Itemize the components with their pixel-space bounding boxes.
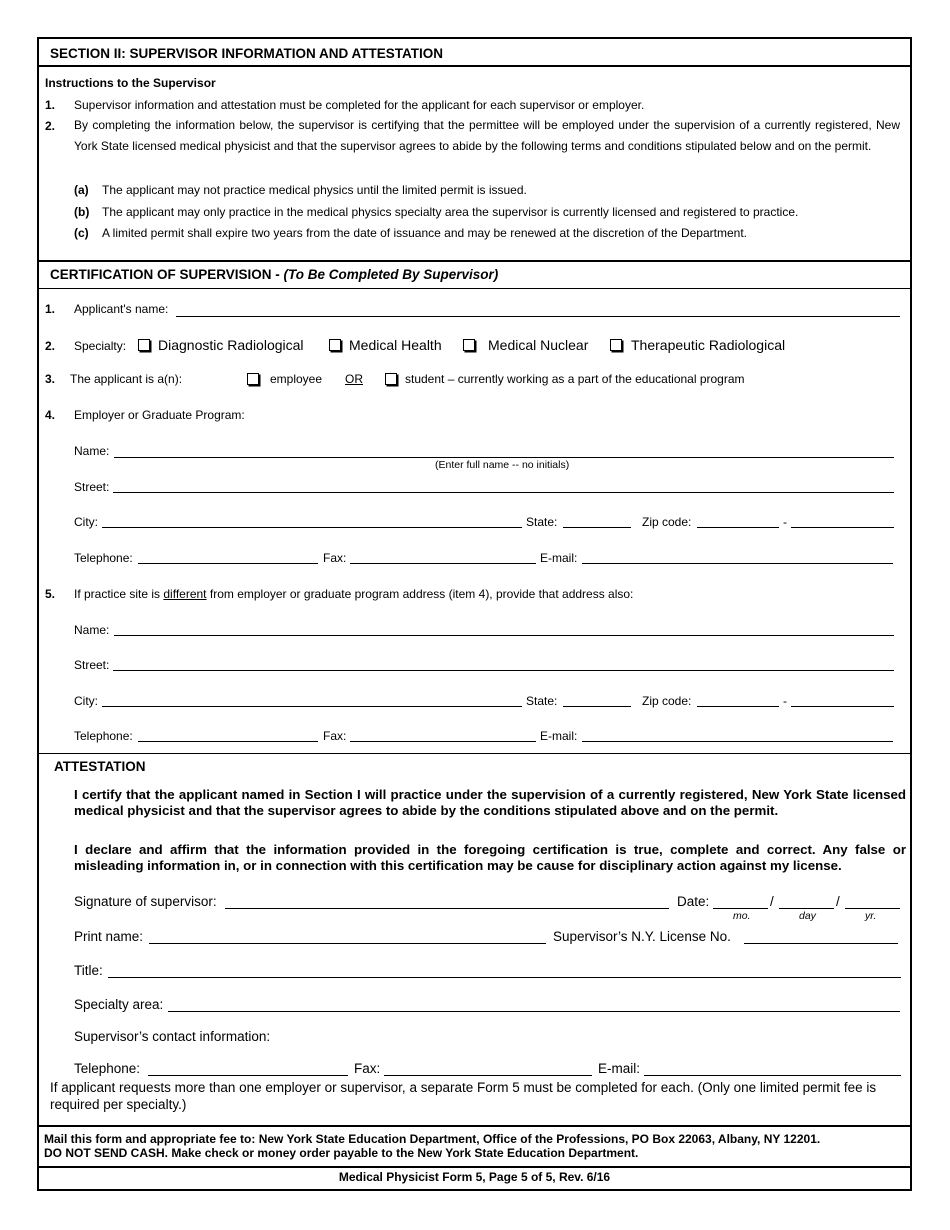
specialty-area-field[interactable] (168, 1011, 900, 1012)
title-field[interactable] (108, 977, 901, 978)
site-fax-field[interactable] (350, 741, 536, 742)
applicant-name-label: Applicant's name: (74, 302, 169, 316)
certification-title (50, 267, 498, 282)
divider (39, 1166, 910, 1168)
signature-label: Signature of supervisor: (74, 894, 217, 909)
specialty-option: Medical Health (349, 337, 442, 353)
state-label: State: (526, 694, 558, 708)
form-page (37, 37, 912, 1191)
mail-instructions: Mail this form and appropriate fee to: New York State Education Department, Office of the Professions, PO Box 22063, Albany, NY 12201. (44, 1132, 821, 1146)
instruction-text: If practice site is (74, 587, 164, 601)
employee-option: employee (270, 372, 323, 386)
year-hint: yr. (865, 910, 877, 922)
attestation-paragraph: I certify that the applicant named in Section I will practice under the supervision of a currently registered, New York State licensed medical physicist and that the supervisor agrees to abide by the conditions stipulated above and on the permit. (74, 787, 906, 818)
subitem-letter: (b) (74, 205, 90, 219)
attestation-title: ATTESTATION (54, 759, 146, 774)
instructions-heading: Instructions to the Supervisor (45, 76, 216, 90)
subitem-letter: (c) (74, 226, 89, 240)
city-label: City: (74, 694, 98, 708)
date-slash: / (836, 894, 840, 909)
license-label: Supervisor’s N.Y. License No. (553, 929, 731, 944)
month-hint: mo. (733, 910, 751, 922)
subitem-text: The applicant may only practice in the medical physics specialty area the supervisor is currently licensed and registered to practice. (102, 205, 799, 219)
instruction-item: Supervisor information and attestation must be completed for the applicant for each supervisor or employer. (74, 98, 645, 112)
street-label: Street: (74, 658, 110, 672)
specialty-checkbox-therapeutic[interactable] (610, 339, 622, 351)
city-label: City: (74, 515, 98, 529)
specialty-checkbox-nuclear[interactable] (463, 339, 475, 351)
item-number: 4. (45, 408, 56, 422)
specialty-checkbox-health[interactable] (329, 339, 341, 351)
instruction-underlined: different (163, 587, 207, 601)
contact-label: Supervisor’s contact information: (74, 1029, 271, 1044)
day-hint: day (799, 910, 816, 922)
license-field[interactable] (744, 943, 898, 944)
supervisor-email-field[interactable] (644, 1075, 901, 1076)
applicant-name-field[interactable] (176, 316, 900, 317)
site-state-field[interactable] (563, 706, 631, 707)
site-zip-ext-field[interactable] (791, 706, 894, 707)
employer-city-field[interactable] (102, 527, 522, 528)
date-day-field[interactable] (779, 908, 834, 909)
employer-label: Employer or Graduate Program: (74, 408, 245, 422)
zip-dash: - (783, 694, 787, 708)
specialty-checkbox-diagnostic[interactable] (138, 339, 150, 351)
item-number: 5. (45, 587, 56, 601)
divider (39, 260, 910, 262)
supervisor-telephone-field[interactable] (148, 1075, 348, 1076)
specialty-option: Medical Nuclear (488, 337, 589, 353)
name-label: Name: (74, 444, 110, 458)
specialty-option: Therapeutic Radiological (631, 337, 786, 353)
certification-title-italic: (To Be Completed By Supervisor) (283, 267, 499, 282)
employer-name-field[interactable] (114, 457, 894, 458)
print-name-field[interactable] (149, 943, 546, 944)
form-identifier: Medical Physicist Form 5, Page 5 of 5, Rev. 6/16 (338, 1170, 611, 1184)
site-city-field[interactable] (102, 706, 522, 707)
student-checkbox[interactable] (385, 373, 397, 385)
site-street-field[interactable] (113, 670, 894, 671)
payment-instructions: DO NOT SEND CASH. Make check or money order payable to the New York State Education Department. (44, 1146, 639, 1160)
telephone-label: Telephone: (74, 1061, 141, 1076)
form-note: If applicant requests more than one employer or supervisor, a separate Form 5 must be completed for each. (Only one limited permit fee is required per specialty.) (50, 1080, 877, 1112)
divider (39, 65, 910, 67)
date-year-field[interactable] (845, 908, 900, 909)
subitem-text: The applicant may not practice medical physics until the limited permit is issued. (102, 183, 527, 197)
zip-label: Zip code: (642, 694, 692, 708)
divider (39, 753, 910, 754)
specialty-option: Diagnostic Radiological (158, 337, 304, 353)
item-number: 2. (45, 339, 56, 353)
employer-zip-field[interactable] (697, 527, 779, 528)
employer-street-field[interactable] (113, 492, 894, 493)
item-number: 1. (45, 98, 56, 112)
fax-label: Fax: (323, 551, 347, 565)
item-number: 2. (45, 119, 56, 133)
email-label: E-mail: (540, 551, 578, 565)
certification-title-text: CERTIFICATION OF SUPERVISION - (50, 267, 284, 282)
telephone-label: Telephone: (74, 729, 133, 743)
item-number: 1. (45, 302, 56, 316)
subitem-text: A limited permit shall expire two years from the date of issuance and may be renewed at the discretion of the Department. (102, 226, 747, 240)
site-name-field[interactable] (114, 635, 894, 636)
date-slash: / (770, 894, 774, 909)
name-label: Name: (74, 623, 110, 637)
specialty-area-label: Specialty area: (74, 997, 164, 1012)
or-label: OR (345, 372, 363, 386)
site-telephone-field[interactable] (138, 741, 318, 742)
fax-label: Fax: (354, 1061, 381, 1076)
subitem-letter: (a) (74, 183, 89, 197)
email-label: E-mail: (540, 729, 578, 743)
site-email-field[interactable] (582, 741, 893, 742)
zip-label: Zip code: (642, 515, 692, 529)
practice-site-instruction (74, 587, 633, 601)
signature-field[interactable] (225, 908, 669, 909)
employer-email-field[interactable] (582, 563, 893, 564)
attestation-paragraph: I declare and affirm that the information provided in the foregoing certification is true, complete and correct. Any false or misleading information in, or in connection with this certification may be cause for disciplinary action against my license. (74, 842, 906, 873)
student-option: student – currently working as a part of the educational program (405, 372, 745, 386)
divider (39, 1125, 910, 1127)
applicant-type-label: The applicant is a(n): (70, 372, 183, 386)
date-label: Date: (677, 894, 710, 909)
divider (39, 288, 910, 289)
specialty-label: Specialty: (74, 339, 127, 353)
date-month-field[interactable] (713, 908, 768, 909)
street-label: Street: (74, 480, 110, 494)
employer-fax-field[interactable] (350, 563, 536, 564)
email-label: E-mail: (598, 1061, 641, 1076)
employer-state-field[interactable] (563, 527, 631, 528)
name-hint: (Enter full name -- no initials) (435, 459, 570, 471)
site-zip-field[interactable] (697, 706, 779, 707)
zip-dash: - (783, 515, 787, 529)
employer-telephone-field[interactable] (138, 563, 318, 564)
telephone-label: Telephone: (74, 551, 133, 565)
supervisor-fax-field[interactable] (384, 1075, 592, 1076)
employee-checkbox[interactable] (247, 373, 259, 385)
state-label: State: (526, 515, 558, 529)
item-number: 3. (45, 372, 56, 386)
employer-zip-ext-field[interactable] (791, 527, 894, 528)
instruction-text: from employer or graduate program address (item 4), provide that address also: (206, 587, 634, 601)
title-label: Title: (74, 963, 103, 978)
print-name-label: Print name: (74, 929, 144, 944)
fax-label: Fax: (323, 729, 347, 743)
section-title: SECTION II: SUPERVISOR INFORMATION AND ATTESTATION (50, 46, 444, 61)
instruction-item: By completing the information below, the supervisor is certifying that the permittee will be employed under the supervision of a currently registered, New York State licensed medical physicist and that the supervisor agrees to abide by the following terms and conditions stipulated below and on the permit. (74, 118, 900, 153)
